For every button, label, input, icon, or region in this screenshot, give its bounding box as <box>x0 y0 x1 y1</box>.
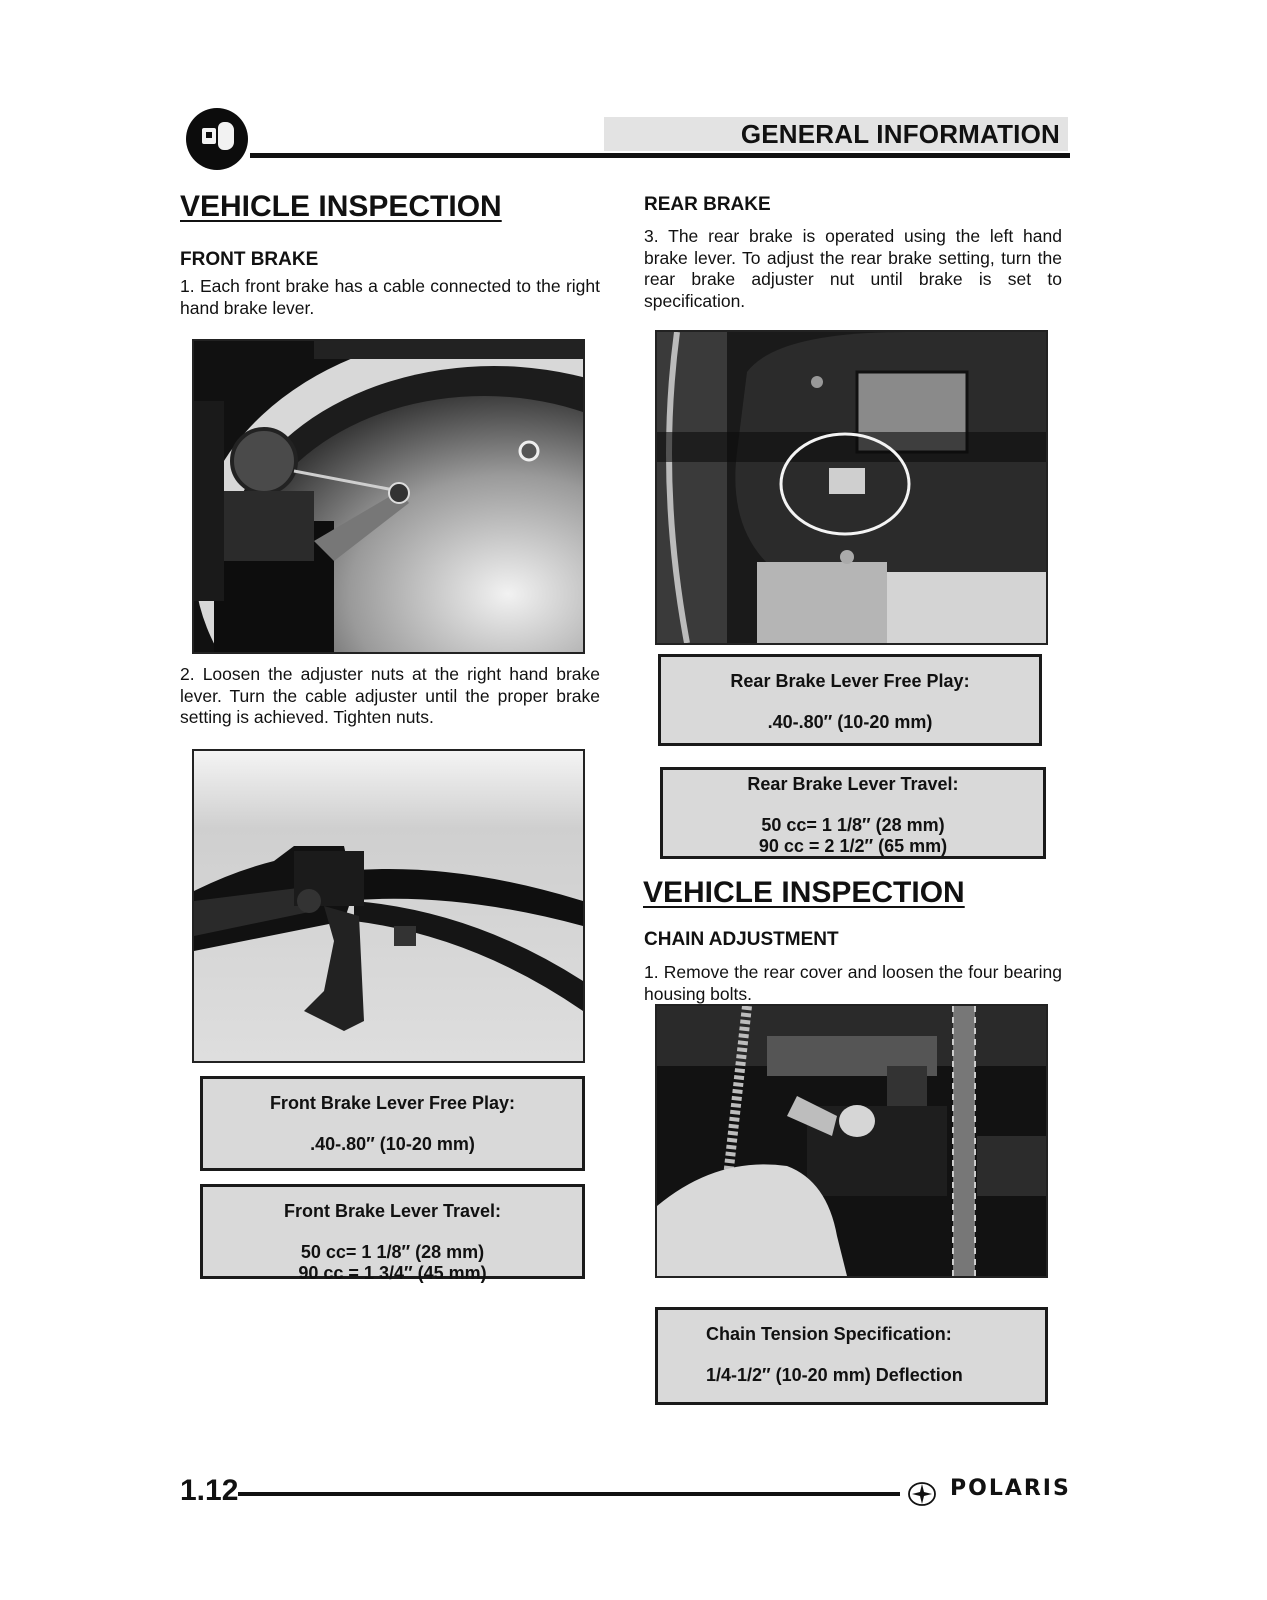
front-brake-step-2 <box>180 664 600 729</box>
polaris-star-icon <box>908 1480 936 1508</box>
rear-brake-step-3 <box>644 226 1062 312</box>
spec-label: Front Brake Lever Free Play: <box>269 1093 516 1113</box>
left-heading: VEHICLE INSPECTION <box>180 190 502 223</box>
front-brake-travel-spec <box>200 1184 585 1283</box>
spec-value: .40-.80″ (10-20 mm) <box>767 712 933 732</box>
spec-value-50cc: 50 cc= 1 1/8″ (28 mm) <box>761 815 945 835</box>
page-number: 1.12 <box>180 1474 239 1507</box>
front-brake-step-1 <box>180 276 600 319</box>
chain-adjustment-subheading: CHAIN ADJUSTMENT <box>644 929 839 950</box>
page-section-title: GENERAL INFORMATION <box>740 119 1060 149</box>
right-heading: VEHICLE INSPECTION <box>643 876 965 909</box>
step-text: Remove the rear cover and loosen the four bearing housing bolts. <box>644 962 1062 1004</box>
spec-label: Chain Tension Specification: <box>706 1324 952 1344</box>
header-rule <box>250 153 1070 158</box>
step-text: The rear brake is operated using the left hand brake lever. To adjust the rear brake setting, turn the rear brake adjuster nut until brake is set to specification. <box>644 226 1062 311</box>
front-brake-lever-photo <box>192 749 585 1063</box>
rear-brake-free-play-spec <box>658 654 1042 746</box>
spec-label: Front Brake Lever Travel: <box>283 1201 502 1221</box>
chain-step-1 <box>644 962 1062 1005</box>
footer-rule <box>238 1492 900 1496</box>
brand-logo-text: POLARIS <box>950 1476 1071 1501</box>
spec-value-90cc: 90 cc = 1 3/4″ (45 mm) <box>298 1263 487 1283</box>
step-number: 1. <box>644 962 659 982</box>
front-brake-free-play-spec <box>200 1076 585 1171</box>
spec-value-50cc: 50 cc= 1 1/8″ (28 mm) <box>300 1242 485 1262</box>
section-icon <box>186 108 248 170</box>
chain-tension-spec <box>655 1307 1048 1405</box>
spec-label: Rear Brake Lever Free Play: <box>730 671 970 691</box>
spec-value-90cc: 90 cc = 2 1/2″ (65 mm) <box>758 836 948 856</box>
step-number: 1. <box>180 276 195 296</box>
rear-brake-adjuster-photo <box>655 330 1048 645</box>
spec-value: .40-.80″ (10-20 mm) <box>310 1134 475 1154</box>
front-brake-subheading: FRONT BRAKE <box>180 249 319 270</box>
step-number: 3. <box>644 226 659 246</box>
step-text: Loosen the adjuster nuts at the right hand brake lever. Turn the cable adjuster until the proper brake setting is achieved. Tighten nuts. <box>180 664 600 727</box>
step-text: Each front brake has a cable connected to the right hand brake lever. <box>180 276 600 318</box>
front-brake-drum-photo <box>192 339 585 654</box>
step-number: 2. <box>180 664 195 684</box>
spec-value: 1/4-1/2″ (10-20 mm) Deflection <box>706 1365 963 1385</box>
spec-label: Rear Brake Lever Travel: <box>747 774 959 794</box>
rear-brake-subheading: REAR BRAKE <box>644 194 771 215</box>
rear-brake-travel-spec <box>660 767 1046 859</box>
chain-adjustment-photo <box>655 1004 1048 1278</box>
